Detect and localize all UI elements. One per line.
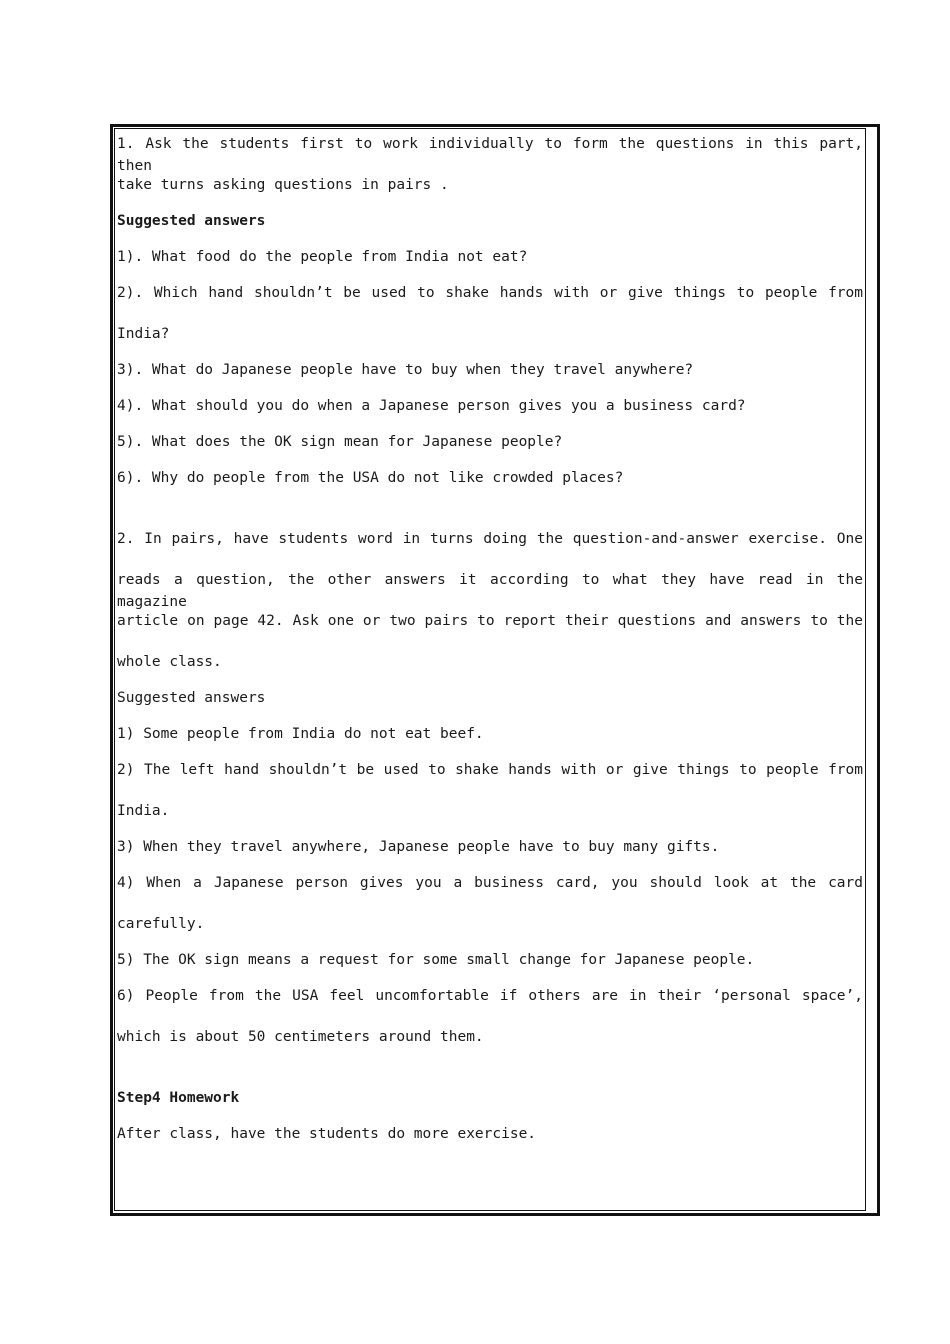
answer-1: 1) Some people from India do not eat beef. (117, 726, 484, 742)
part2-heading: Suggested answers (117, 690, 266, 706)
answer-6-line1: 6) People from the USA feel uncomfortable if others are in their ‘personal space’, (117, 988, 863, 1004)
question-1: 1). What food do the people from India not eat? (117, 249, 528, 265)
answer-6-line2: which is about 50 centimeters around them. (117, 1029, 484, 1045)
answer-2-line2: India. (117, 803, 170, 819)
question-4: 4). What should you do when a Japanese person gives you a business card? (117, 398, 746, 414)
step4-text: After class, have the students do more exercise. (117, 1126, 537, 1142)
part1-instruction-line2: take turns asking questions in pairs . (117, 177, 449, 193)
answer-3: 3) When they travel anywhere, Japanese people have to buy many gifts. (117, 839, 720, 855)
answer-4-line2: carefully. (117, 916, 205, 932)
question-6: 6). Why do people from the USA do not like crowded places? (117, 470, 624, 486)
part2-instruction-line2: reads a question, the other answers it according to what they have read in the magazine (117, 572, 863, 610)
part1-instruction-line1: 1. Ask the students first to work individually to form the questions in this part, then (117, 136, 863, 174)
question-2-line1: 2). Which hand shouldn’t be used to shake hands with or give things to people from (117, 285, 863, 301)
part2-instruction-line1: 2. In pairs, have students word in turns doing the question-and-answer exercise. One (117, 531, 863, 547)
part2-instruction-line4: whole class. (117, 654, 222, 670)
answer-4-line1: 4) When a Japanese person gives you a business card, you should look at the card (117, 875, 863, 891)
answer-5: 5) The OK sign means a request for some small change for Japanese people. (117, 952, 755, 968)
part1-heading: Suggested answers (117, 213, 266, 229)
step4-heading: Step4 Homework (117, 1090, 240, 1106)
part2-instruction-line3: article on page 42. Ask one or two pairs to report their questions and answers to the (117, 613, 863, 629)
answer-2-line1: 2) The left hand shouldn’t be used to shake hands with or give things to people from (117, 762, 863, 778)
question-3: 3). What do Japanese people have to buy when they travel anywhere? (117, 362, 694, 378)
question-2-line2: India? (117, 326, 170, 342)
question-5: 5). What does the OK sign mean for Japanese people? (117, 434, 563, 450)
